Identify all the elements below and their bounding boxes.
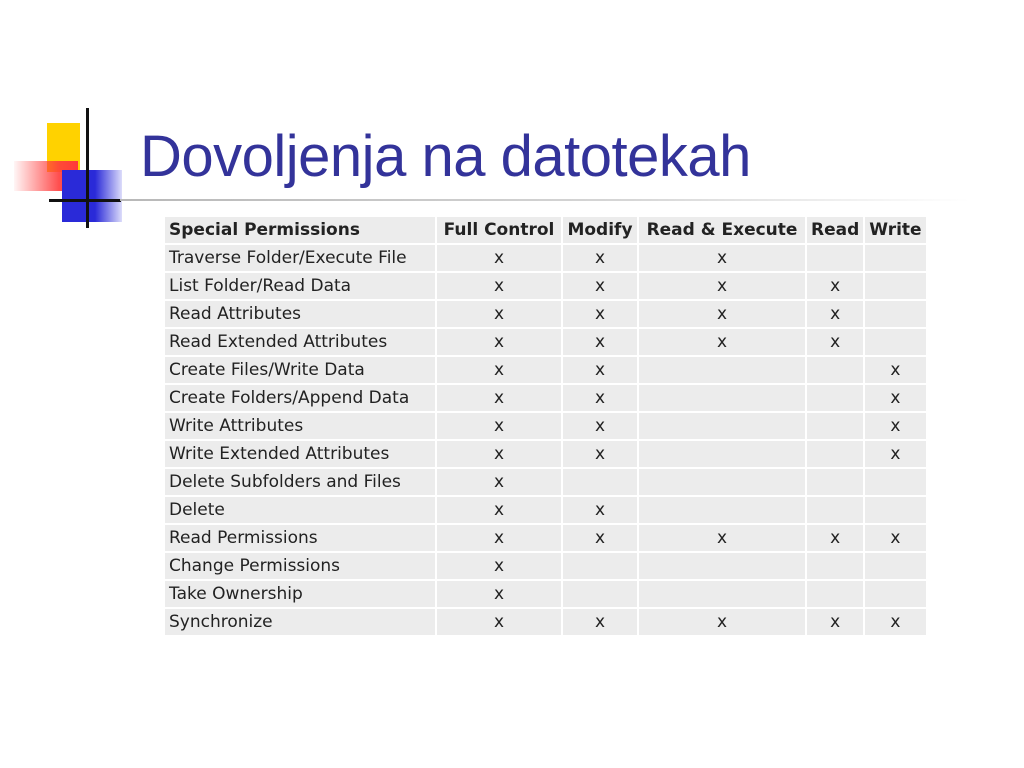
permission-name: Delete xyxy=(165,497,435,523)
permission-mark: x xyxy=(437,329,561,355)
permission-mark: x xyxy=(639,609,805,635)
permission-mark xyxy=(639,385,805,411)
table-row xyxy=(165,413,926,439)
permission-mark: x xyxy=(639,329,805,355)
permission-mark: x xyxy=(807,273,863,299)
permission-name: List Folder/Read Data xyxy=(165,273,435,299)
table-row xyxy=(165,553,926,579)
permission-mark: x xyxy=(865,385,925,411)
permission-mark xyxy=(639,469,805,495)
permission-mark xyxy=(807,581,863,607)
permission-name: Write Attributes xyxy=(165,413,435,439)
permission-mark: x xyxy=(865,609,925,635)
permission-mark: x xyxy=(563,273,637,299)
permission-mark xyxy=(807,413,863,439)
permission-name: Create Files/Write Data xyxy=(165,357,435,383)
column-header: Read xyxy=(807,217,863,243)
permission-mark: x xyxy=(865,413,925,439)
table-row xyxy=(165,273,926,299)
slide-title: Dovoljenja na datotekah xyxy=(140,124,751,189)
permission-name: Traverse Folder/Execute File xyxy=(165,245,435,271)
permission-mark: x xyxy=(437,497,561,523)
permission-mark xyxy=(865,273,925,299)
permission-mark: x xyxy=(563,525,637,551)
permission-mark: x xyxy=(807,525,863,551)
permission-mark xyxy=(865,497,925,523)
column-header: Special Permissions xyxy=(165,217,435,243)
permission-name: Read Extended Attributes xyxy=(165,329,435,355)
permission-name: Write Extended Attributes xyxy=(165,441,435,467)
permission-mark: x xyxy=(639,301,805,327)
permission-mark: x xyxy=(437,385,561,411)
permission-mark: x xyxy=(437,357,561,383)
permission-mark: x xyxy=(563,329,637,355)
table-row xyxy=(165,469,926,495)
permissions-table xyxy=(163,215,928,637)
permission-mark: x xyxy=(807,301,863,327)
permission-mark: x xyxy=(437,245,561,271)
permission-mark: x xyxy=(437,441,561,467)
permission-mark xyxy=(639,497,805,523)
column-header: Read & Execute xyxy=(639,217,805,243)
permission-name: Synchronize xyxy=(165,609,435,635)
permission-mark: x xyxy=(865,441,925,467)
table-row xyxy=(165,385,926,411)
permission-mark xyxy=(807,441,863,467)
table-row xyxy=(165,609,926,635)
table-row xyxy=(165,357,926,383)
permission-mark xyxy=(865,329,925,355)
permission-mark xyxy=(807,553,863,579)
permission-mark: x xyxy=(639,245,805,271)
permission-mark xyxy=(639,413,805,439)
table-row xyxy=(165,301,926,327)
table-row xyxy=(165,441,926,467)
permission-mark: x xyxy=(563,441,637,467)
permission-mark: x xyxy=(437,413,561,439)
permission-mark: x xyxy=(639,273,805,299)
permission-mark xyxy=(865,301,925,327)
permission-mark: x xyxy=(865,525,925,551)
column-header: Modify xyxy=(563,217,637,243)
permission-mark: x xyxy=(563,245,637,271)
table-row xyxy=(165,525,926,551)
permission-name: Read Attributes xyxy=(165,301,435,327)
permission-mark xyxy=(807,385,863,411)
permission-mark: x xyxy=(563,609,637,635)
table-row xyxy=(165,497,926,523)
table-header-row xyxy=(165,217,926,243)
permission-mark xyxy=(563,553,637,579)
permission-mark: x xyxy=(563,301,637,327)
decor-blue-square xyxy=(62,170,122,222)
permission-mark xyxy=(563,469,637,495)
permission-mark xyxy=(865,245,925,271)
permission-mark: x xyxy=(807,609,863,635)
title-underline xyxy=(120,199,970,201)
permission-mark: x xyxy=(563,413,637,439)
permission-mark xyxy=(865,469,925,495)
permission-mark: x xyxy=(865,357,925,383)
permission-mark xyxy=(639,553,805,579)
permission-mark: x xyxy=(639,525,805,551)
permission-mark: x xyxy=(437,469,561,495)
permission-mark: x xyxy=(437,553,561,579)
column-header: Write xyxy=(865,217,925,243)
permission-mark xyxy=(807,497,863,523)
column-header: Full Control xyxy=(437,217,561,243)
permission-mark xyxy=(639,441,805,467)
table-row xyxy=(165,581,926,607)
permission-name: Take Ownership xyxy=(165,581,435,607)
permission-mark: x xyxy=(437,581,561,607)
permission-mark: x xyxy=(437,609,561,635)
permission-name: Read Permissions xyxy=(165,525,435,551)
permission-name: Create Folders/Append Data xyxy=(165,385,435,411)
permission-name: Delete Subfolders and Files xyxy=(165,469,435,495)
permission-mark: x xyxy=(807,329,863,355)
permission-mark xyxy=(807,357,863,383)
decor-vertical-line xyxy=(86,108,89,228)
permissions-table-body xyxy=(165,245,926,635)
permission-name: Change Permissions xyxy=(165,553,435,579)
permission-mark xyxy=(639,357,805,383)
table-row xyxy=(165,245,926,271)
permission-mark xyxy=(807,245,863,271)
permission-mark: x xyxy=(437,301,561,327)
decor-horizontal-line xyxy=(49,199,121,202)
permission-mark: x xyxy=(437,273,561,299)
permission-mark: x xyxy=(437,525,561,551)
permission-mark xyxy=(807,469,863,495)
permission-mark: x xyxy=(563,385,637,411)
permission-mark: x xyxy=(563,357,637,383)
permission-mark xyxy=(563,581,637,607)
permission-mark: x xyxy=(563,497,637,523)
permission-mark xyxy=(865,581,925,607)
permission-mark xyxy=(865,553,925,579)
table-row xyxy=(165,329,926,355)
permission-mark xyxy=(639,581,805,607)
